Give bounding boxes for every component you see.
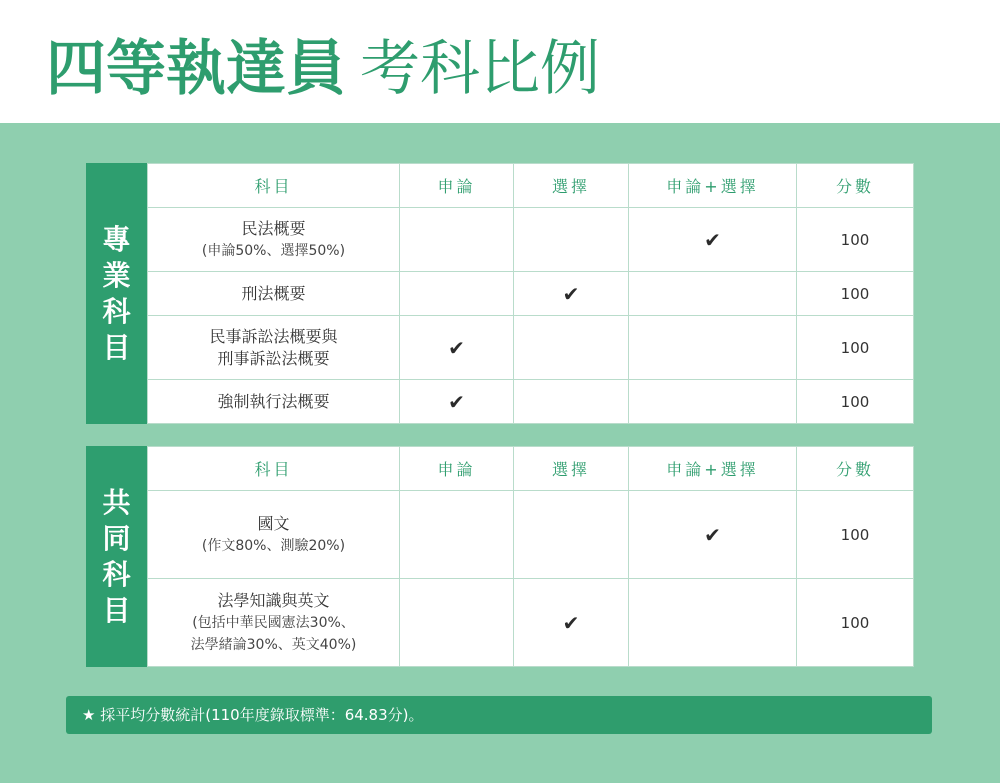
mixed-cell: [629, 316, 797, 380]
choice-cell: [514, 491, 629, 579]
subject-note: (包括中華民國憲法30%、: [192, 614, 355, 631]
header-essay: 申論: [400, 447, 514, 491]
check-icon: ✔: [704, 522, 721, 547]
check-icon: ✔: [562, 610, 580, 635]
subject-cell: [148, 316, 400, 380]
subject-cell: [148, 579, 400, 667]
essay-cell: [400, 380, 514, 424]
subjects-table: [147, 163, 914, 424]
essay-cell: [400, 272, 514, 316]
choice-cell: [514, 579, 629, 667]
check-icon: ✔: [448, 389, 465, 414]
title-main: 四等執達員: [46, 34, 346, 104]
header-essay: 申論: [400, 164, 514, 208]
subject-name: 刑法概要: [241, 283, 306, 303]
header-choice: 選擇: [514, 164, 629, 208]
header-subject: 科目: [148, 164, 400, 208]
subject-cell: [148, 380, 400, 424]
subject-name: 法學知識與英文: [217, 590, 330, 610]
table-row: [148, 579, 914, 667]
header-score: 分數: [797, 164, 914, 208]
score-cell: 100: [797, 380, 914, 424]
header-choice: 選擇: [514, 447, 629, 491]
header-mixed: 申論+選擇: [629, 447, 797, 491]
essay-cell: [400, 316, 514, 380]
subject-name: 國文: [257, 513, 290, 533]
subject-note: (作文80%、測驗20%): [201, 537, 346, 554]
table-header-row: [148, 447, 914, 491]
section-common: [86, 446, 914, 667]
score-cell: 100: [797, 316, 914, 380]
page-title: [46, 32, 600, 106]
section-label-char: 目: [102, 593, 131, 627]
mixed-cell: [629, 491, 797, 579]
title-sub: 考科比例: [360, 34, 600, 104]
score-cell: 100: [797, 579, 914, 667]
subject-cell: [148, 272, 400, 316]
subject-name-line2: 刑事訴訟法概要: [217, 348, 330, 368]
section-label: [86, 163, 147, 424]
choice-cell: [514, 316, 629, 380]
choice-cell: [514, 272, 629, 316]
score-cell: 100: [797, 272, 914, 316]
essay-cell: [400, 579, 514, 667]
section-label-char: 專: [102, 222, 131, 256]
table-row: [148, 491, 914, 579]
header-score: 分數: [797, 447, 914, 491]
section-label-char: 同: [102, 521, 131, 555]
footnote-bar: ★ 採平均分數統計(110年度錄取標準：64.83分)。: [66, 696, 932, 734]
subject-cell: [148, 208, 400, 272]
subject-note-line2: 法學緒論30%、英文40%): [190, 636, 357, 653]
section-label-char: 科: [102, 294, 131, 328]
subject-name: 民法概要: [241, 218, 306, 238]
check-icon: ✔: [448, 335, 465, 360]
section-label: [86, 446, 147, 667]
subject-name: 民事訴訟法概要與: [209, 326, 338, 346]
subject-cell: [148, 491, 400, 579]
mixed-cell: [629, 579, 797, 667]
table-header-row: [148, 164, 914, 208]
essay-cell: [400, 491, 514, 579]
choice-cell: [514, 380, 629, 424]
table-row: [148, 316, 914, 380]
subjects-table: [147, 446, 914, 667]
table-row: [148, 208, 914, 272]
score-cell: 100: [797, 491, 914, 579]
table-row: [148, 272, 914, 316]
mixed-cell: [629, 272, 797, 316]
mixed-cell: [629, 208, 797, 272]
choice-cell: [514, 208, 629, 272]
subject-name: 強制執行法概要: [217, 391, 330, 411]
section-label-char: 共: [102, 485, 131, 519]
check-icon: ✔: [704, 227, 721, 252]
essay-cell: [400, 208, 514, 272]
header-mixed: 申論+選擇: [629, 164, 797, 208]
mixed-cell: [629, 380, 797, 424]
subject-note: (申論50%、選擇50%): [201, 242, 346, 259]
section-professional: [86, 163, 914, 424]
section-label-char: 業: [102, 258, 131, 292]
section-label-char: 目: [102, 330, 131, 364]
check-icon: ✔: [562, 281, 580, 306]
header: [0, 0, 1000, 123]
table-row: [148, 380, 914, 424]
header-subject: 科目: [148, 447, 400, 491]
score-cell: 100: [797, 208, 914, 272]
section-label-char: 科: [102, 557, 131, 591]
